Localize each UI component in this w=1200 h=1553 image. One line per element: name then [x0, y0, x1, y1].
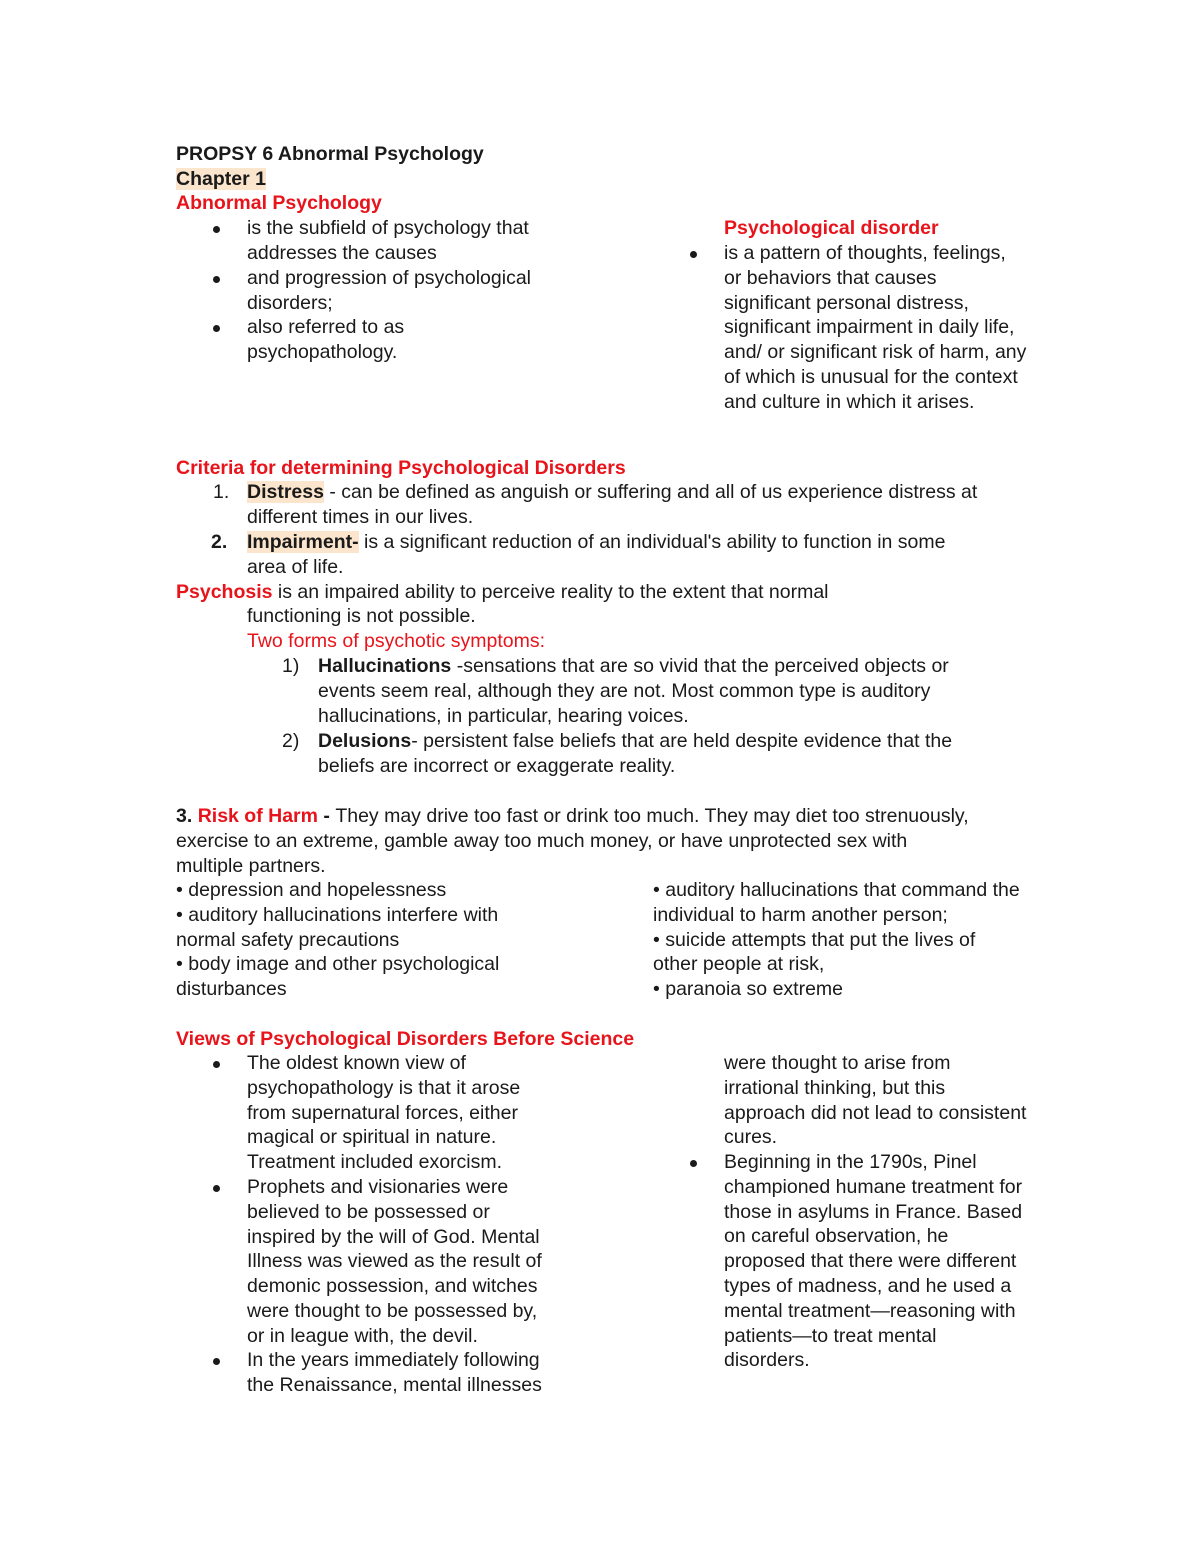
list-item-line: magical or spiritual in nature.	[247, 1126, 497, 1149]
criteria-item-distress	[247, 480, 977, 530]
definition-line: significant impairment in daily life,	[724, 316, 1015, 339]
risk-list-line: • paranoia so extreme	[653, 978, 844, 1001]
list-item-line: is the subfield of psychology that	[247, 217, 529, 239]
list-item-line: types of madness, and he used a	[724, 1274, 1012, 1297]
risk-list-line: individual to harm another person;	[653, 903, 948, 926]
bullet-dot	[690, 1160, 697, 1167]
bullet-dot	[690, 251, 697, 258]
list-item-line: inspired by the will of God. Mental	[247, 1225, 540, 1248]
list-item-line: psychopathology.	[247, 340, 398, 363]
criteria-item-impairment	[247, 530, 946, 580]
list-item	[247, 216, 529, 266]
definition-line: significant personal distress,	[724, 291, 969, 314]
list-item-line: In the years immediately following	[247, 1349, 540, 1371]
list-item-line: also referred to as	[247, 316, 405, 338]
risk-list-line: disturbances	[176, 978, 287, 1001]
risk-list-line: • body image and other psychological	[176, 953, 500, 976]
risk-list-line: • auditory hallucinations that command the	[653, 879, 1020, 901]
bullet-dot	[213, 1358, 220, 1365]
criteria-heading: Criteria for determining Psychological Disorders	[176, 457, 626, 479]
psychosis-definition: is an impaired ability to perceive reality to the extent that normal	[272, 581, 829, 603]
list-item-line: those in asylums in France. Based	[724, 1200, 1023, 1223]
risk-list-line: • suicide attempts that put the lives of	[653, 928, 976, 951]
list-item-line: or in league with, the devil.	[247, 1324, 478, 1347]
list-item-line: championed humane treatment for	[724, 1175, 1023, 1198]
definition-line: and culture in which it arises.	[724, 390, 975, 413]
term-distress: Distress	[247, 481, 324, 503]
bullet-dot	[213, 325, 220, 332]
list-item	[247, 1175, 542, 1349]
list-item-line: were thought to arise from	[724, 1052, 951, 1074]
list-item-line: Treatment included exorcism.	[247, 1151, 503, 1174]
bullet-dot	[213, 1061, 220, 1068]
list-item	[247, 266, 531, 316]
bullet-dot	[213, 276, 220, 283]
bullet-dot	[213, 226, 220, 233]
list-item-line: and progression of psychological	[247, 267, 532, 289]
psychosis-line	[176, 580, 829, 605]
list-item-line: cures.	[724, 1126, 778, 1149]
form-text: - persistent false beliefs that are held despite evidence that the	[411, 730, 953, 752]
term-hallucinations: Hallucinations	[318, 655, 452, 677]
definition-line: or behaviors that causes	[724, 266, 937, 289]
risk-of-harm-paragraph	[176, 804, 969, 878]
term-risk-of-harm: Risk of Harm	[197, 805, 318, 827]
risk-list-line: other people at risk,	[653, 953, 825, 976]
bullet-dot	[213, 1185, 220, 1192]
list-item-line: addresses the causes	[247, 241, 437, 264]
list-item-line: Illness was viewed as the result of	[247, 1250, 542, 1273]
list-item	[247, 1348, 542, 1398]
criteria-number: 2.	[211, 531, 228, 553]
form-delusions	[318, 729, 952, 779]
list-item	[247, 315, 404, 365]
risk-text: They may drive too fast or drink too much. They may diet too strenuously,	[335, 805, 969, 827]
term-definition: is a significant reduction of an individual's ability to function in some	[358, 531, 946, 553]
term-delusions: Delusions	[318, 730, 412, 752]
definition-line: and/ or significant risk of harm, any	[724, 341, 1027, 364]
form-hallucinations	[318, 654, 949, 728]
term-psychosis: Psychosis	[176, 581, 273, 603]
risk-list-line: normal safety precautions	[176, 928, 400, 951]
list-item	[724, 1150, 1022, 1373]
form-text: beliefs are incorrect or exaggerate reality.	[318, 754, 676, 777]
risk-left-list	[176, 878, 499, 1002]
term-definition-cont: different times in our lives.	[247, 505, 474, 528]
risk-text: multiple partners.	[176, 854, 326, 877]
list-item-line: patients—to treat mental	[724, 1324, 937, 1347]
list-item-line: the Renaissance, mental illnesses	[247, 1373, 542, 1396]
list-item-line: Prophets and visionaries were	[247, 1176, 509, 1198]
list-item-line: from supernatural forces, either	[247, 1101, 518, 1124]
risk-right-list	[653, 878, 1020, 1002]
risk-text: exercise to an extreme, gamble away too much money, or have unprotected sex with	[176, 829, 908, 852]
views-heading: Views of Psychological Disorders Before Science	[176, 1028, 635, 1050]
definition-line: of which is unusual for the context	[724, 365, 1018, 388]
psychological-disorder-heading: Psychological disorder	[724, 217, 939, 239]
list-item-line: proposed that there were different	[724, 1250, 1017, 1273]
list-item-line: disorders;	[247, 291, 333, 314]
list-item-line: The oldest known view of	[247, 1052, 466, 1074]
criteria-number: 1.	[213, 481, 230, 503]
topic-heading: Abnormal Psychology	[176, 192, 382, 214]
list-item-line: believed to be possessed or	[247, 1200, 490, 1223]
list-item	[247, 1051, 520, 1175]
list-item-line: mental treatment—reasoning with	[724, 1299, 1016, 1322]
course-title: PROPSY 6 Abnormal Psychology	[176, 143, 484, 165]
list-item-line: irrational thinking, but this	[724, 1076, 946, 1099]
list-item-line: demonic possession, and witches	[247, 1275, 538, 1298]
list-item-line: disorders.	[724, 1349, 810, 1372]
term-definition: - can be defined as anguish or suffering and all of us experience distress at	[323, 481, 978, 503]
form-text: events seem real, although they are not. Most common type is auditory	[318, 679, 931, 702]
form-text: -sensations that are so vivid that the perceived objects or	[451, 655, 949, 677]
list-item-line: psychopathology is that it arose	[247, 1076, 521, 1099]
chapter-label	[176, 167, 266, 192]
psychological-disorder-definition	[724, 241, 1026, 415]
risk-number: 3.	[176, 805, 193, 827]
definition-line: is a pattern of thoughts, feelings,	[724, 242, 1006, 264]
list-item-continuation	[724, 1051, 1026, 1150]
psychotic-forms-heading: Two forms of psychotic symptoms:	[247, 630, 545, 652]
term-definition-cont: area of life.	[247, 555, 344, 578]
risk-list-line: • depression and hopelessness	[176, 879, 447, 901]
list-item-line: approach did not lead to consistent	[724, 1101, 1027, 1124]
list-item-line: were thought to be possessed by,	[247, 1299, 538, 1322]
chapter-highlight: Chapter 1	[176, 168, 266, 190]
list-item-line: on careful observation, he	[724, 1225, 949, 1248]
risk-dash: -	[317, 805, 336, 827]
term-impairment: Impairment-	[247, 531, 359, 553]
list-item-line: Beginning in the 1790s, Pinel	[724, 1151, 977, 1173]
psychosis-definition-cont: functioning is not possible.	[247, 605, 476, 627]
form-number: 1)	[282, 655, 300, 677]
form-text: hallucinations, in particular, hearing voices.	[318, 704, 689, 727]
risk-list-line: • auditory hallucinations interfere with	[176, 903, 499, 926]
form-number: 2)	[282, 730, 300, 752]
